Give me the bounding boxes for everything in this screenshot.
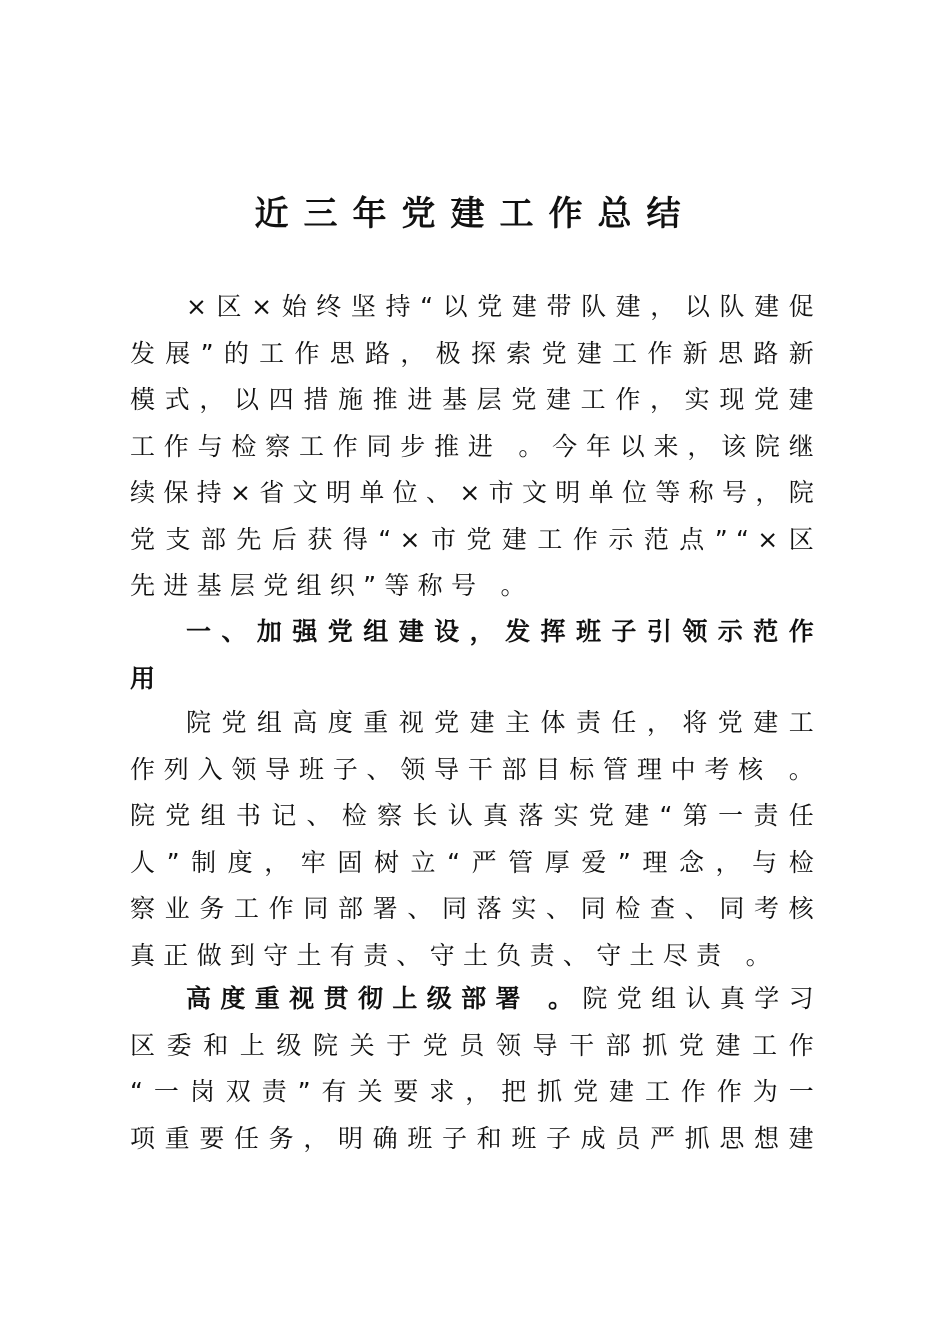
- heading-line: 一、加强党组建设，发挥班子引领示范作: [186, 617, 822, 646]
- text-line: 工作与检察工作同步推进 。今年以来，该院继: [130, 431, 822, 461]
- intro-paragraph: [130, 284, 822, 610]
- text-line: ×区×始终坚持“以党建带队建，以队建促: [186, 292, 822, 321]
- document-title: 近三年党建工作总结: [254, 194, 696, 234]
- text-line: 党支部先后获得“×市党建工作示范点”“×区: [130, 524, 822, 554]
- text-line: 院党组书记、检察长认真落实党建“第一责任: [130, 801, 822, 830]
- section-paragraph: [130, 700, 822, 979]
- text-line: 人”制度，牢固树立“严管厚爱”理念，与检: [130, 847, 822, 877]
- text-line: 作列入领导班子、领导干部目标管理中考核 。: [130, 754, 822, 784]
- text-line: 院党组高度重视党建主体责任，将党建工: [186, 708, 822, 737]
- subsection-lead-rest: 院党组认真学习: [582, 984, 822, 1013]
- text-line: 模式，以四措施推进基层党建工作，实现党建: [130, 385, 822, 414]
- text-line: 项重要任务，明确班子和班子成员严抓思想建: [130, 1123, 822, 1153]
- text-line: 发展”的工作思路，极探索党建工作新思路新: [130, 338, 822, 368]
- subsection-lead: 高度重视贯彻上级部署 。: [186, 984, 583, 1013]
- text-line: 先进基层党组织”等称号 。: [130, 571, 534, 600]
- subsection-paragraph: [130, 976, 822, 1162]
- text-line: 察业务工作同部署、同落实、同检查、同考核: [130, 894, 822, 923]
- text-line: 真正做到守土有责、守土负责、守土尽责 。: [130, 940, 779, 970]
- text-line: 续保持×省文明单位、×市文明单位等称号，院: [130, 478, 822, 507]
- text-line: 区委和上级院关于党员领导干部抓党建工作: [130, 1030, 822, 1060]
- heading-line: 用: [130, 663, 164, 693]
- section-heading: [130, 609, 822, 702]
- text-line: “一岗双责”有关要求，把抓党建工作作为一: [130, 1077, 822, 1106]
- text-line: [130, 976, 822, 1023]
